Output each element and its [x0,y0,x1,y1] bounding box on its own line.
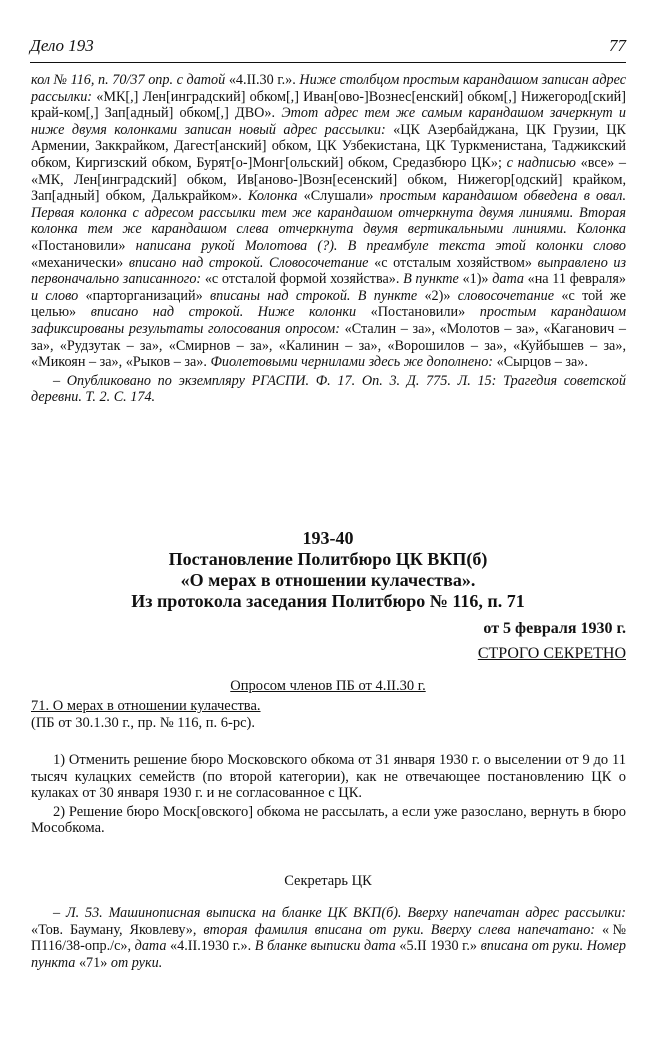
annotation-run: «Слушали» [303,188,380,205]
secrecy-stamp: СТРОГО СЕКРЕТНО [477,645,626,662]
note-run: – Л. 53. Машинописная выписка на бланке ЦК ВКП(б). Вверху напечатан адрес рассылки: [53,905,626,921]
annotation-run: вписано над строкой. Ниже колонки [90,304,371,321]
annotation-run: В пункте [403,271,463,288]
annotation-run: «Постановили» [31,237,136,254]
annotation-run: «на 11 февраля» [527,271,626,288]
annotation-run: с надписью [506,154,581,171]
note-run: дата [134,938,171,955]
annotation-run: Этот адрес тем же самым карандашом зачеркнут и ниже двумя колонками записан новый адрес рассылки: [31,105,626,138]
annotation-run: простым карандашом обведена в овал. Первая колонка с адресом рассылки тем же карандашом отчеркнута двумя линиями. Вторая колонка тем же карандашом слева отчеркнута двумя вертикальными линиями. Колонка [31,188,627,238]
document-heading [30,528,626,612]
note-run: «71» [78,954,111,971]
annotation-run: кол № 116, п. 70/37 опр. с датой [31,72,229,88]
annotation-run: «4.II.30 г.». [228,72,300,88]
annotation-paragraph [31,72,626,371]
annotation-run: «механически» [31,254,129,271]
source-reference: – Опубликовано по экземпляру РГАСПИ. Ф. 17. Оп. 3. Д. 775. Л. 15: Трагедия советской деревни. Т. 2. С. 174. [31,372,626,406]
annotation-run: вписаны над строкой. В пункте [209,287,425,304]
annotation-run: «с той же целью» [31,287,626,321]
annotation-run: «парторганизаций» [85,287,210,304]
header-rule [30,62,626,63]
annotation-run: и слово [31,287,86,304]
running-header [30,36,626,56]
item-title: 71. О мерах в отношении кулачества. [31,698,261,714]
note-run: вписана от руки. Номер пункта [31,938,626,971]
signature-line: Секретарь ЦК [284,873,372,889]
note-run: В бланке выписки дата [254,938,400,955]
page-number: 77 [609,36,626,55]
note-run: вторая фамилия вписана от руки. Вверху слева напечатано: [203,921,602,938]
annotation-run: написана рукой Молотова (?). В преамбуле текста этой колонки слово [135,237,626,254]
archival-note [31,905,626,971]
annotation-run: вписано над строкой. Словосочетание [128,254,375,271]
note-run: «№ П116/38-опр./с», [31,921,626,955]
note-run: «4.II.1930 г.». [170,938,255,955]
header-case-title: Дело 193 [30,36,94,55]
annotation-run: «ЦК Азербайджана, ЦК Грузии, ЦК Армении, Заккрайком, Дагест[анский] обком, ЦК Узбекистана, ЦК Туркменистана, Таджикский обком, Киргизский обком, Бурят[о-]Монг[ольский] обком, Средазбюро ЦК»; [31,121,626,171]
annotation-run: «МК[,] Лен[инградский] обком[,] Иван[ово-]Вознес[енский] обком[,] Нижегород[ский] край-ком[,] Зап[адный] обком[,] ДВО». [31,88,626,122]
title-line-1: Постановление Политбюро ЦК ВКП(б) [168,549,488,569]
annotation-run: «1)» [462,271,493,288]
annotation-run: «Сырцов – за». [496,354,588,371]
annotation-run: «Сталин – за», «Молотов – за», «Каганович – за», «Рудзутак – за», «Смирнов – за», «Калинин – за», «Ворошилов – за», «Куйбышев – за», «Микоян – за», «Рыков – за». [31,320,626,371]
document-number: 193-40 [302,528,354,548]
annotation-run: «с отсталой формой хозяйства». [204,271,404,288]
annotation-run: «2)» [424,287,458,304]
note-run: «5.II 1930 г.» [399,938,481,955]
annotation-run: Фиолетовыми чернилами здесь же дополнено: [210,354,497,371]
annotation-run: дата [492,271,528,288]
note-run: от руки. [110,954,163,971]
annotation-run: «все» – «МК, Лен[инградский] обком, Ив[аново-]Возн[есенский] обком, Нижегор[одский] крайком, Зап[адный] обком, Далькрайком». [31,154,627,205]
document-date: от 5 февраля 1930 г. [483,620,626,637]
decision-text [31,752,626,839]
agenda-item [31,698,626,731]
annotation-run: словосочетание [457,287,562,304]
item-reference: (ПБ от 30.1.30 г., пр. № 116, п. 6-рс). [31,714,255,731]
title-line-2: «О мерах в отношении кулачества». [180,570,476,590]
decision-point-2: 2) Решение бюро Моск[овского] обкома не рассылать, а если уже разослано, вернуть в бюро Мособкома. [31,803,626,837]
annotation-run: Колонка [247,188,304,205]
note-run: «Тов. Бауману, Яковлеву», [31,921,204,938]
annotation-run: Ниже столбцом простым карандашом записан адрес рассылки: [31,72,626,105]
preceding-annotation [31,72,626,406]
archival-note-paragraph [31,905,626,971]
decision-point-1: 1) Отменить решение бюро Московского обкома от 31 января 1930 г. о выселении от 9 до 11 тысяч кулацких семейств (по второй категории), как не отвечающее постановлению ЦК о кулаках от 30 января 1930 г. и не согласованное с ЦК. [31,752,626,802]
poll-line: Опросом членов ПБ от 4.II.30 г. [230,678,426,694]
title-line-3: Из протокола заседания Политбюро № 116, п. 71 [131,591,525,611]
annotation-run: «Постановили» [370,304,480,321]
annotation-run: «с отсталым хозяйством» [374,254,538,271]
annotation-run: выправлено из первоначально записанного: [31,254,627,288]
annotation-run: простым карандашом зафиксированы результаты голосования опросом: [31,304,627,337]
